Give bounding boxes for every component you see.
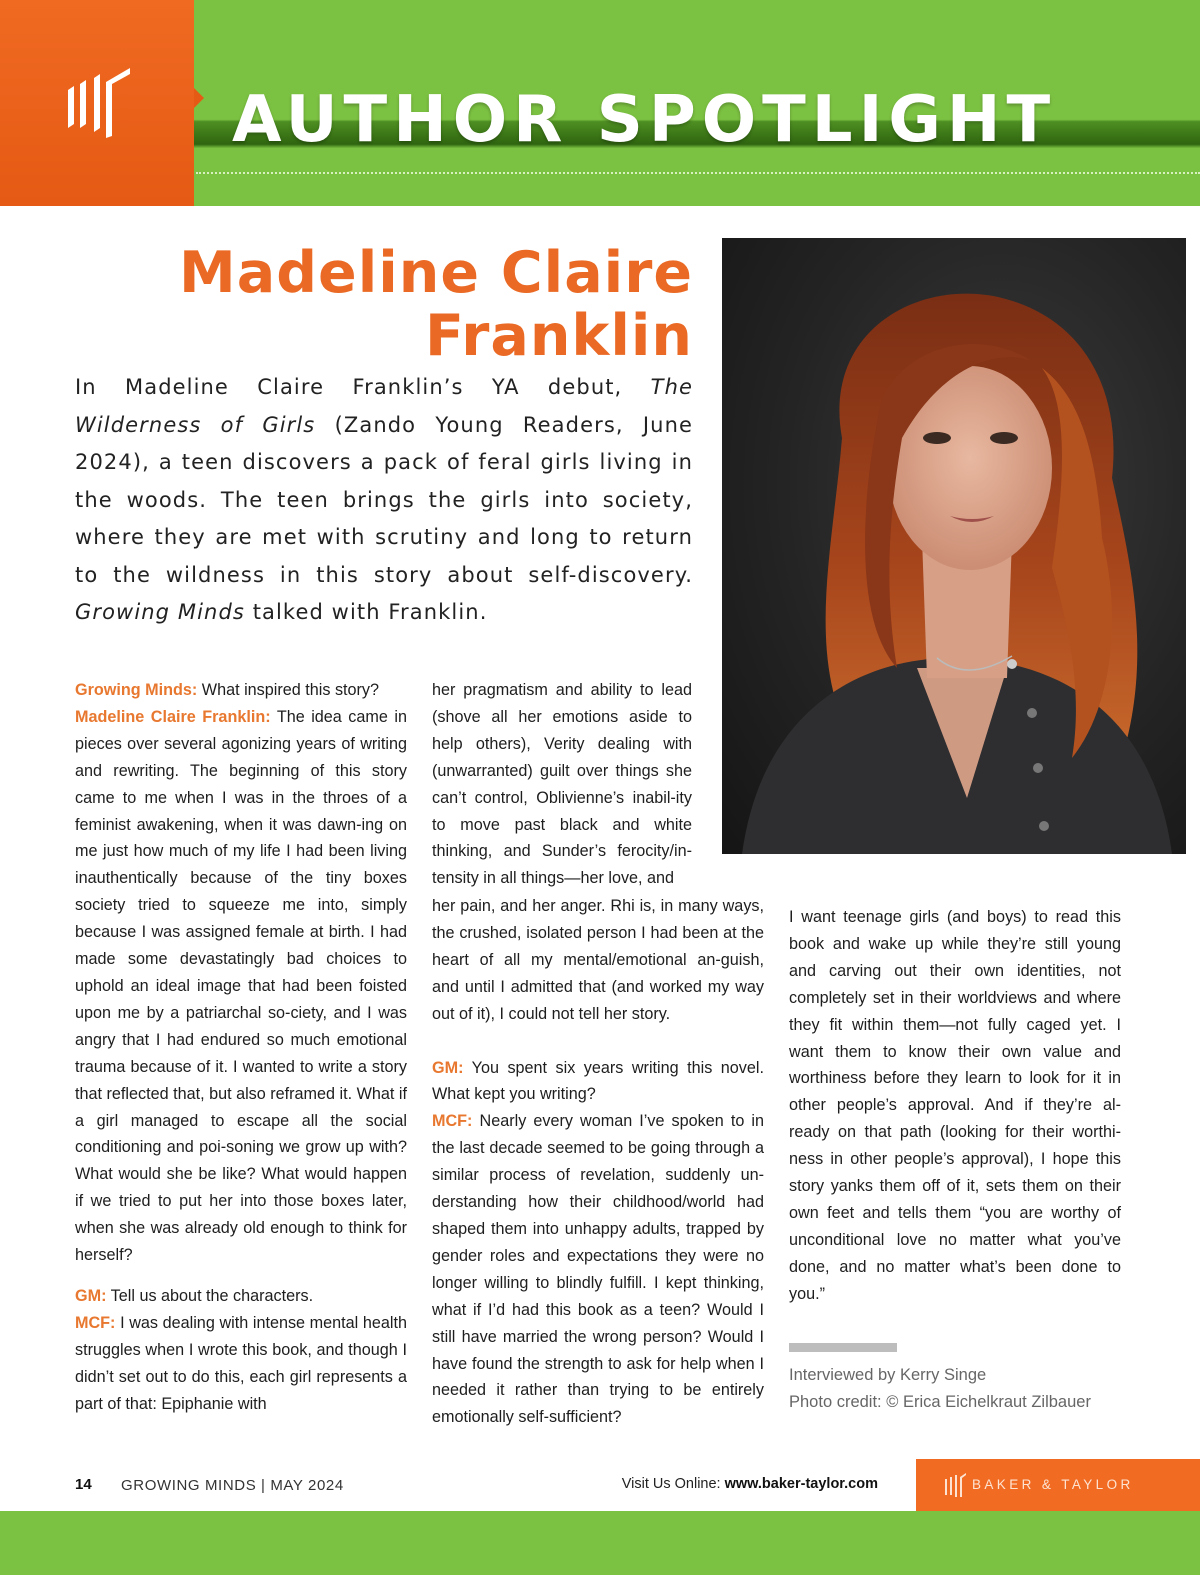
question-2-label: GM: <box>75 1286 107 1305</box>
question-1-text: What inspired this story? <box>197 681 380 699</box>
footer-green-bar <box>0 1511 1200 1575</box>
question-1-label: Growing Minds: <box>75 681 198 699</box>
author-photo <box>722 238 1186 854</box>
answer-2 <box>75 1310 407 1418</box>
interview-column-3 <box>789 904 1121 1308</box>
answer-2-text: I was dealing with intense mental health struggles when I wrote this book, and though I didn’t set out to do this, each girl represents a part of that: Epiphanie with <box>75 1313 407 1413</box>
publication-line: GROWING MINDS | MAY 2024 <box>121 1477 344 1494</box>
website-link[interactable]: www.baker-taylor.com <box>724 1476 878 1492</box>
answer-3-label: MCF: <box>432 1112 473 1131</box>
brand-name: BAKER & TAYLOR <box>972 1477 1134 1492</box>
author-name-line2: Franklin <box>424 303 693 369</box>
photo-credit: Photo credit: © Erica Eichelkraut Zilbauer <box>789 1393 1091 1411</box>
interview-column-1 <box>75 677 407 1417</box>
magazine-name: Growing Minds <box>75 600 245 624</box>
interviewer-credit: Interviewed by Kerry Singe <box>789 1366 987 1384</box>
question-2 <box>75 1283 407 1310</box>
question-3-text: You spent six years writing this novel. What kept you writing? <box>432 1058 764 1104</box>
author-portrait-photo <box>722 238 1186 854</box>
answer-3-text: Nearly every woman I’ve spoken to in the last decade seemed to be going through a similar process of revelation, suddenly un-derstanding how their childhood/world had shaped them into unhappy adults, trapped by gender roles and expectations they were no longer willing to blindly fulfill. I kept thinking, what if I’d had this book as a teen? Would I still have married the wrong person? Would I have found the strength to ask for help when I needed it rather than trying to be entirely emotionally self-sufficient? <box>432 1112 764 1427</box>
visit-online <box>578 1476 878 1492</box>
author-name <box>75 242 693 368</box>
answer-2-continued: her pragmatism and ability to lead (shove all her emotions aside to help others), Verity dealing with (unwarranted) guilt over things she can’t control, Oblivienne’s inabil-ity to move past black and white thinking, and Sunder’s ferocity/in-tensity in all things—her love, and <box>432 681 692 888</box>
intro-paragraph <box>75 369 693 632</box>
baker-taylor-logo-icon <box>66 66 132 138</box>
interview-column-2 <box>432 893 764 1431</box>
page-number: 14 <box>75 1476 92 1493</box>
page-title: AUTHOR SPOTLIGHT <box>232 83 1057 157</box>
question-1 <box>75 677 407 704</box>
answer-1 <box>75 704 407 1269</box>
credits-divider <box>789 1343 897 1352</box>
book-title: The Wilderness of Girls <box>75 375 693 437</box>
answer-3-continued: I want teenage girls (and boys) to read this book and wake up while they’re still young and carving out their own identities, not completely set in their worldviews and where they fit within them—not fully caged yet. I want them to know their own value and worthiness before they learn to look for it in other people’s approval. And if they’re al-ready on that path (looking for their worthi-ness in other people’s approval), I hope this story yanks them off of it, sets them on their own feet and tells them “you are worthy of unconditional love no matter what you’ve done, and no matter what’s been done to you.” <box>789 908 1121 1303</box>
interview-column-2-top <box>432 677 692 892</box>
answer-1-label: Madeline Claire Franklin: <box>75 707 271 726</box>
visit-label: Visit Us Online: <box>621 1476 725 1492</box>
baker-taylor-footer-logo-icon <box>944 1471 966 1497</box>
question-3-label: GM: <box>432 1058 464 1077</box>
banner-notch <box>194 88 204 108</box>
intro-text-3: talked with Franklin. <box>244 600 488 624</box>
answer-3 <box>432 1108 764 1431</box>
credits <box>789 1362 1149 1416</box>
intro-text-2: (Zando Young Readers, June 2024), a teen discovers a pack of feral girls living in the woods. The teen brings the girls into society, where they are met with scrutiny and long to return to the wildness in this story about self-discovery. <box>75 412 693 587</box>
banner-dotted-rule <box>196 172 1200 174</box>
answer-1-text: The idea came in pieces over several agonizing years of writing and rewriting. The beginning of this story came to me when I was in the throes of a feminist awakening, when it was dawn-ing on me just how much of my life I had been living inauthentically because of the tiny boxes society tried to squeeze me into, simply because I was assigned female at birth. I had made some devastatingly bad choices to uphold an ideal image that had been foisted upon me by a patriarchal so-ciety, and I was angry that I had endured so much emotional trauma because of it. I wanted to write a story that reflected that, but also reframed it. What if a girl managed to escape all the social conditioning and poi-soning we grow up with? What would she be like? What would happen if we tried to put her into those boxes later, when she was already old enough to think for herself? <box>75 707 408 1265</box>
intro-text-1: In Madeline Claire Franklin’s YA debut, <box>75 375 651 399</box>
question-3 <box>432 1055 764 1109</box>
question-2-text: Tell us about the characters. <box>106 1286 314 1305</box>
answer-2-continued-wide: her pain, and her anger. Rhi is, in many ways, the crushed, isolated person I had been at the heart of all my mental/emotional an-guish, and until I admitted that (and worked my way out of it), I could not tell her story. <box>432 897 764 1023</box>
author-name-line1: Madeline Claire <box>179 240 693 306</box>
answer-2-label: MCF: <box>75 1313 116 1332</box>
